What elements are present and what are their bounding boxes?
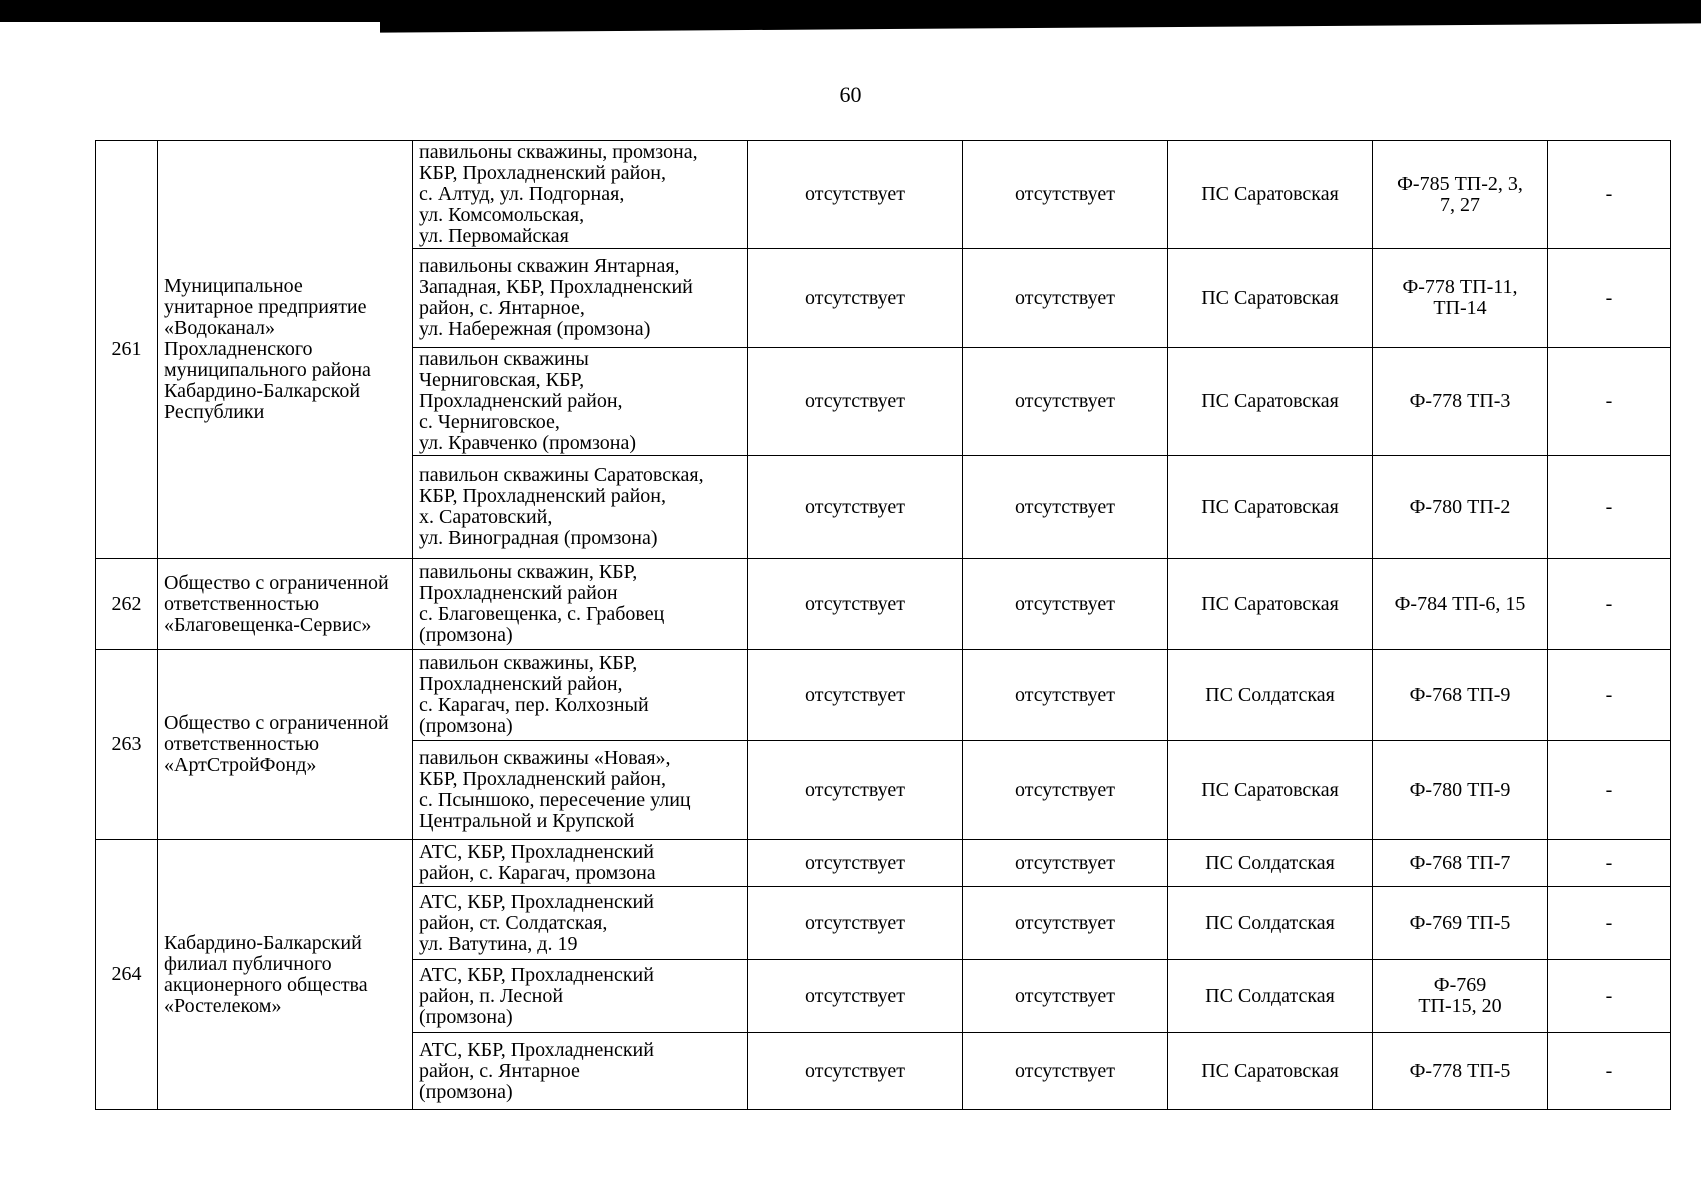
status-cell: отсутствует: [748, 741, 963, 840]
feeder-cell: Ф-780 ТП-9: [1373, 741, 1548, 840]
dash-cell: -: [1548, 456, 1671, 559]
dash-cell: -: [1548, 650, 1671, 741]
status-cell: отсутствует: [748, 141, 963, 249]
status-cell: отсутствует: [748, 840, 963, 887]
feeder-cell: Ф-768 ТП-9: [1373, 650, 1548, 741]
status-cell: отсутствует: [748, 456, 963, 559]
feeder-cell: Ф-778 ТП-3: [1373, 348, 1548, 456]
feeder-cell: Ф-785 ТП-2, 3, 7, 27: [1373, 141, 1548, 249]
owner-cell: Кабардино-Балкарский филиал публичного акционерного общества «Ростелеком»: [158, 840, 413, 1110]
substation-cell: ПС Солдатская: [1168, 960, 1373, 1033]
table-row: [96, 559, 1671, 650]
substation-cell: ПС Саратовская: [1168, 348, 1373, 456]
scan-border: [0, 0, 1701, 22]
object-cell: павильон скважины Саратовская, КБР, Прохладненский район, х. Саратовский, ул. Виноградная (промзона): [413, 456, 748, 559]
owner-cell: Общество с ограниченной ответственностью «АртСтройФонд»: [158, 650, 413, 840]
row-number: 264: [96, 840, 158, 1110]
status-cell: отсутствует: [963, 650, 1168, 741]
dash-cell: -: [1548, 741, 1671, 840]
status-cell: отсутствует: [963, 960, 1168, 1033]
object-cell: АТС, КБР, Прохладненский район, с. Янтарное (промзона): [413, 1033, 748, 1110]
dash-cell: -: [1548, 249, 1671, 348]
substation-cell: ПС Саратовская: [1168, 559, 1373, 650]
feeder-cell: Ф-778 ТП-5: [1373, 1033, 1548, 1110]
row-number: 262: [96, 559, 158, 650]
status-cell: отсутствует: [748, 650, 963, 741]
feeder-cell: Ф-784 ТП-6, 15: [1373, 559, 1548, 650]
owner-cell: Муниципальное унитарное предприятие «Водоканал» Прохладненского муниципального района Кабардино-Балкарской Республики: [158, 141, 413, 559]
object-cell: павильоны скважин Янтарная, Западная, КБР, Прохладненский район, с. Янтарное, ул. Набережная (промзона): [413, 249, 748, 348]
status-cell: отсутствует: [963, 741, 1168, 840]
object-cell: павильоны скважины, промзона, КБР, Прохладненский район, с. Алтуд, ул. Подгорная, ул. Комсомольская, ул. Первомайская: [413, 141, 748, 249]
owner-cell: Общество с ограниченной ответственностью «Благовещенка-Сервис»: [158, 559, 413, 650]
page-number: 60: [839, 82, 862, 107]
status-cell: отсутствует: [963, 887, 1168, 960]
substation-cell: ПС Саратовская: [1168, 456, 1373, 559]
object-cell: АТС, КБР, Прохладненский район, п. Лесной (промзона): [413, 960, 748, 1033]
status-cell: отсутствует: [748, 1033, 963, 1110]
feeder-cell: Ф-778 ТП-11, ТП-14: [1373, 249, 1548, 348]
object-cell: павильон скважины, КБР, Прохладненский район, с. Карагач, пер. Колхозный (промзона): [413, 650, 748, 741]
status-cell: отсутствует: [748, 559, 963, 650]
table-row: [96, 840, 1671, 887]
status-cell: отсутствует: [963, 1033, 1168, 1110]
substation-cell: ПС Саратовская: [1168, 249, 1373, 348]
table-row: [96, 650, 1671, 741]
registry-table: [95, 140, 1671, 1110]
status-cell: отсутствует: [963, 141, 1168, 249]
dash-cell: -: [1548, 1033, 1671, 1110]
substation-cell: ПС Саратовская: [1168, 741, 1373, 840]
substation-cell: ПС Солдатская: [1168, 650, 1373, 741]
object-cell: АТС, КБР, Прохладненский район, с. Карагач, промзона: [413, 840, 748, 887]
dash-cell: -: [1548, 887, 1671, 960]
substation-cell: ПС Солдатская: [1168, 840, 1373, 887]
status-cell: отсутствует: [963, 840, 1168, 887]
status-cell: отсутствует: [963, 249, 1168, 348]
status-cell: отсутствует: [748, 348, 963, 456]
status-cell: отсутствует: [748, 887, 963, 960]
feeder-cell: Ф-768 ТП-7: [1373, 840, 1548, 887]
feeder-cell: Ф-769 ТП-15, 20: [1373, 960, 1548, 1033]
substation-cell: ПС Саратовская: [1168, 1033, 1373, 1110]
object-cell: павильон скважины «Новая», КБР, Прохладненский район, с. Псыншоко, пересечение улиц Центральной и Крупской: [413, 741, 748, 840]
status-cell: отсутствует: [963, 456, 1168, 559]
status-cell: отсутствует: [748, 249, 963, 348]
status-cell: отсутствует: [963, 559, 1168, 650]
row-number: 261: [96, 141, 158, 559]
row-number: 263: [96, 650, 158, 840]
object-cell: павильон скважины Черниговская, КБР, Прохладненский район, с. Черниговское, ул. Кравченко (промзона): [413, 348, 748, 456]
dash-cell: -: [1548, 960, 1671, 1033]
status-cell: отсутствует: [748, 960, 963, 1033]
object-cell: павильоны скважин, КБР, Прохладненский район с. Благовещенка, с. Грабовец (промзона): [413, 559, 748, 650]
substation-cell: ПС Солдатская: [1168, 887, 1373, 960]
dash-cell: -: [1548, 840, 1671, 887]
substation-cell: ПС Саратовская: [1168, 141, 1373, 249]
table-row: [96, 141, 1671, 249]
feeder-cell: Ф-769 ТП-5: [1373, 887, 1548, 960]
feeder-cell: Ф-780 ТП-2: [1373, 456, 1548, 559]
object-cell: АТС, КБР, Прохладненский район, ст. Солдатская, ул. Ватутина, д. 19: [413, 887, 748, 960]
dash-cell: -: [1548, 348, 1671, 456]
dash-cell: -: [1548, 141, 1671, 249]
status-cell: отсутствует: [963, 348, 1168, 456]
dash-cell: -: [1548, 559, 1671, 650]
